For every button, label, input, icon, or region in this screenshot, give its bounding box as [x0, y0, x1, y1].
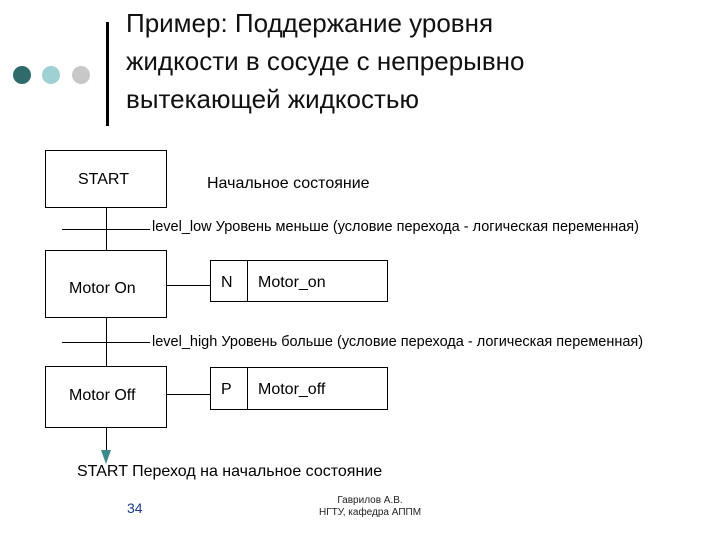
step-start-label: START: [78, 171, 129, 188]
decor-dot-light: [42, 66, 60, 84]
transition-2-bar: [62, 342, 150, 343]
title-line-3: вытекающей жидкостью: [126, 84, 419, 114]
action-block-2: [210, 367, 388, 410]
action-block-1-divider: [247, 261, 248, 301]
title-line-2: жидкости в сосуде с непрерывно: [126, 46, 525, 76]
author-line-1: Гаврилов А.В.: [337, 495, 403, 506]
page-number: 34: [127, 500, 143, 516]
slide-title: [126, 4, 706, 118]
decor-dot-dark: [13, 66, 31, 84]
action-qualifier-2: P: [221, 381, 232, 398]
action-name-1: Motor_on: [258, 274, 326, 291]
action-block-2-divider: [247, 368, 248, 409]
action-block-1: [210, 260, 388, 302]
transition-1-bar: [62, 229, 150, 230]
action-link-2: [167, 394, 210, 395]
step-motor-on-label: Motor On: [69, 280, 136, 297]
step-motor-on: [45, 250, 167, 318]
author-info: [300, 495, 440, 519]
author-line-2: НГТУ, кафедра АППМ: [318, 507, 422, 518]
transition-1-condition: level_low Уровень меньше (условие перехода - логическая переменная): [152, 219, 639, 235]
step-motor-off-label: Motor Off: [69, 387, 136, 404]
transition-2-condition: level_high Уровень больше (условие перехода - логическая переменная): [152, 334, 644, 350]
title-divider: [106, 22, 109, 126]
action-qualifier-1: N: [221, 274, 233, 291]
action-name-2: Motor_off: [258, 381, 326, 398]
step-start-comment: Начальное состояние: [207, 175, 370, 192]
step-start: [45, 150, 167, 208]
step-motor-off: [45, 366, 167, 428]
decor-dot-gray: [72, 66, 90, 84]
title-line-1: Пример: Поддержание уровня: [126, 8, 494, 38]
return-transition-label: START Переход на начальное состояние: [77, 463, 383, 480]
action-link-1: [167, 285, 210, 286]
